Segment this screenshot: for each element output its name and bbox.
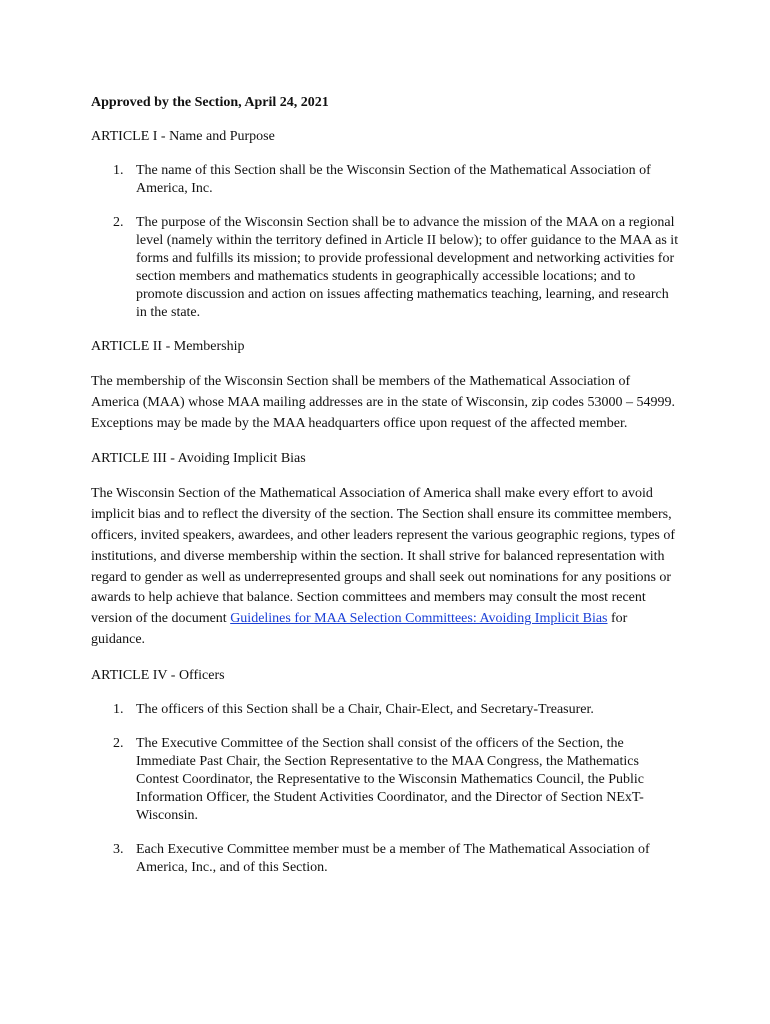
list-item-text: Each Executive Committee member must be a member of The Mathematical Association of America, Inc., and of this Section. bbox=[136, 841, 650, 875]
article-3-text: The Wisconsin Section of the Mathematical Association of America shall make every effort to avoid implicit bias and to reflect the diversity of the section. The Section shall ensure its committee members, officers, invited speakers, awardees, and other leaders represent the various geographic regions, types of institutions, and diverse membership within the section. It shall strive for balanced representation with regard to gender as well as underrepresented groups and shall seek out nominations for any positions or awards to help achieve that balance. Section committees and members may consult the most recent version of the document bbox=[91, 486, 676, 627]
list-item bbox=[91, 162, 681, 198]
list-number: 1. bbox=[113, 701, 124, 717]
list-item-text: The Executive Committee of the Section shall consist of the officers of the Section, the Immediate Past Chair, the Section Representative to the MAA Congress, the Mathematics Contest Coordinator, the Representative to the Wisconsin Mathematics Council, the Public Information Officer, the Student Activities Coordinator, and the Director of Section NExT-Wisconsin. bbox=[136, 735, 644, 823]
list-item bbox=[91, 214, 681, 322]
article-4-heading: ARTICLE IV - Officers bbox=[91, 667, 225, 683]
article-3-heading: ARTICLE III - Avoiding Implicit Bias bbox=[91, 451, 306, 467]
list-number: 3. bbox=[113, 841, 124, 857]
list-item bbox=[91, 841, 681, 877]
article-2-heading: ARTICLE II - Membership bbox=[91, 339, 245, 354]
article-1-list bbox=[91, 162, 681, 322]
list-item-text: The officers of this Section shall be a Chair, Chair-Elect, and Secretary-Treasurer. bbox=[136, 701, 594, 717]
article-3-text-end: for guidance. bbox=[91, 611, 628, 647]
list-number: 1. bbox=[113, 163, 124, 178]
article-3-paragraph bbox=[91, 484, 681, 650]
article-1-heading: ARTICLE I - Name and Purpose bbox=[91, 129, 275, 144]
list-item-text: The name of this Section shall be the Wisconsin Section of the Mathematical Association of America, Inc. bbox=[136, 163, 651, 196]
approval-date: Approved by the Section, April 24, 2021 bbox=[91, 95, 329, 110]
list-number: 2. bbox=[113, 735, 124, 751]
list-number: 2. bbox=[113, 215, 124, 230]
article-4-list bbox=[91, 701, 681, 877]
guidelines-link[interactable]: Guidelines for MAA Selection Committees: Avoiding Implicit Bias bbox=[230, 611, 608, 627]
list-item bbox=[91, 735, 681, 825]
document-page bbox=[91, 94, 681, 893]
list-item bbox=[91, 701, 681, 719]
article-2-paragraph: The membership of the Wisconsin Section shall be members of the Mathematical Association of America (MAA) whose MAA mailing addresses are in the state of Wisconsin, zip codes 53000 – 54999. Exceptions may be made by the MAA headquarters office upon request of the affected member. bbox=[91, 374, 675, 431]
list-item-text: The purpose of the Wisconsin Section shall be to advance the mission of the MAA on a regional level (namely within the territory defined in Article II below); to offer guidance to the MAA as it forms and fulfills its mission; to provide professional development and networking activities for section members and mathematics students in geographically accessible locations; and to promote discussion and action on issues affecting mathematics teaching, learning, and research in the state. bbox=[136, 215, 679, 320]
